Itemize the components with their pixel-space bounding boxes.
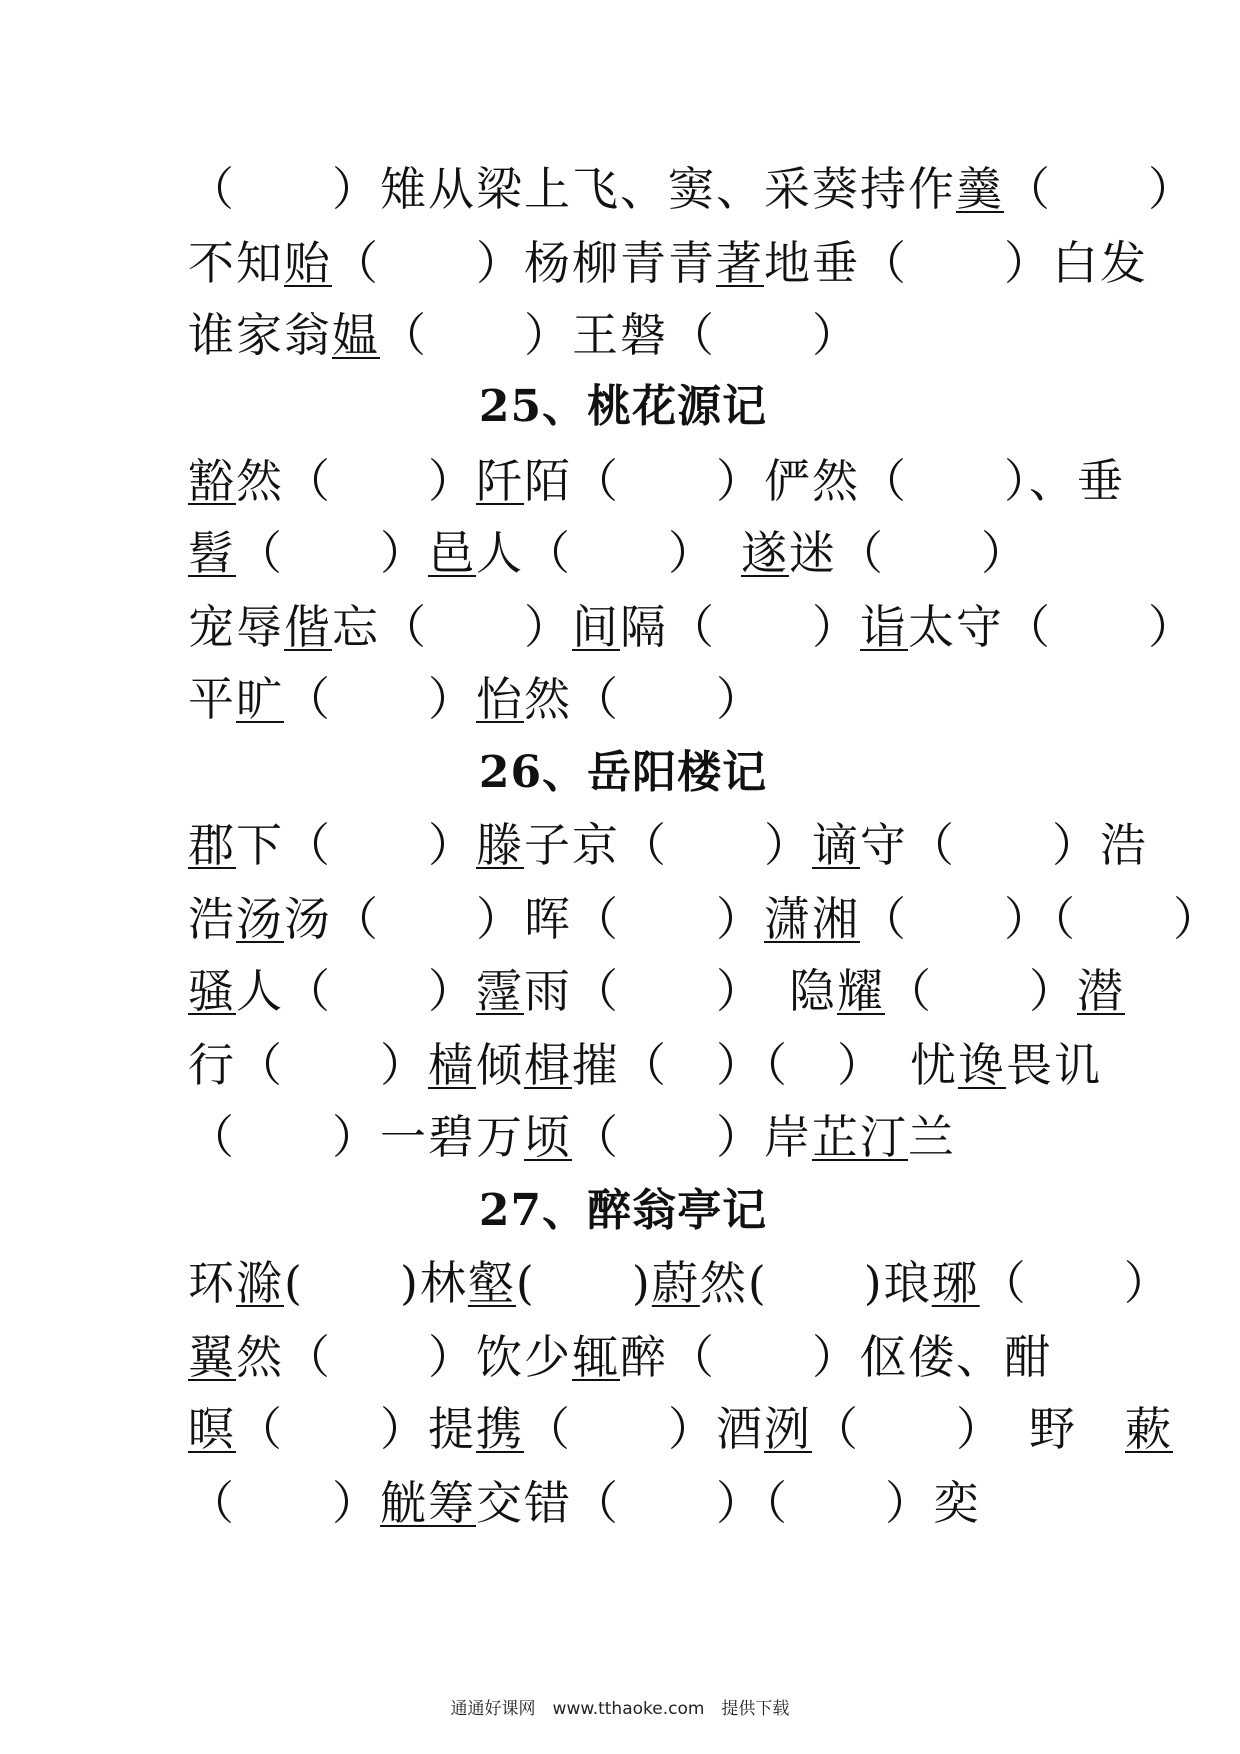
text-segment: （ ）提	[236, 1402, 476, 1456]
text-line	[188, 1472, 1058, 1534]
text-segment: （ ）雉从梁上飞、窦、采葵持作	[188, 162, 956, 216]
text-segment: 醉（ ）伛偻、酣	[620, 1330, 1052, 1384]
text-line	[188, 158, 1196, 220]
underlined-char: 蔌	[1125, 1402, 1173, 1456]
text-line	[188, 450, 1125, 512]
underlined-char: 芷汀	[812, 1110, 908, 1164]
text-segment: 守（ ）浩	[860, 818, 1148, 872]
text-segment: 交错（ ）（ ）奕	[476, 1476, 981, 1530]
text-segment: （ ）	[236, 526, 428, 580]
underlined-char: 辄	[572, 1330, 620, 1384]
text-line	[188, 1252, 1172, 1314]
underlined-char: 谗	[958, 1038, 1006, 1092]
underlined-char: 觥筹	[380, 1476, 476, 1530]
text-line	[188, 304, 1058, 366]
underlined-char: 汤	[236, 892, 284, 946]
text-segment: 26、岳阳楼记	[478, 747, 768, 798]
text-segment: （ ）王磐（ ）	[380, 308, 860, 362]
underlined-char: 阡	[476, 454, 524, 508]
text-line	[188, 1398, 1173, 1460]
text-segment: 汤（ ）晖（ ）	[284, 892, 764, 946]
text-segment: 不知	[188, 236, 284, 290]
underlined-char: 邑	[428, 526, 476, 580]
underlined-char: 郡	[188, 818, 236, 872]
underlined-char: 顷	[524, 1110, 572, 1164]
underlined-char: 诣	[860, 600, 908, 654]
text-segment: 然（ ）饮少	[236, 1330, 572, 1384]
text-segment: 人（ ）	[476, 526, 741, 580]
text-segment: 陌（ ）俨然（ ）、垂	[524, 454, 1125, 508]
underlined-char: 蔚	[651, 1256, 700, 1310]
underlined-char: 携	[476, 1402, 524, 1456]
underlined-char: 壑	[467, 1256, 516, 1310]
text-segment: 畏讥	[1006, 1038, 1102, 1092]
text-line	[188, 960, 1125, 1022]
text-segment: （ ） 野	[812, 1402, 1125, 1456]
section-heading	[188, 742, 1058, 804]
text-segment: 宠辱	[188, 600, 284, 654]
underlined-char: 偕	[284, 600, 332, 654]
text-segment: 然（ ）	[524, 672, 764, 726]
underlined-char: 潇湘	[764, 892, 860, 946]
text-segment: （ ）杨柳青青	[332, 236, 716, 290]
underlined-char: 旷	[236, 672, 284, 726]
text-line	[188, 888, 1221, 950]
page-footer: 通通好课网 www.tthaoke.com 提供下载	[450, 1699, 790, 1719]
text-line	[188, 668, 1058, 730]
text-segment: 地垂（ ）白发	[764, 236, 1148, 290]
text-segment: 然( )琅	[699, 1256, 932, 1310]
text-segment: 谁家翁	[188, 308, 332, 362]
text-segment: 太守（ ）	[908, 600, 1196, 654]
text-segment: 忘（ ）	[332, 600, 572, 654]
underlined-char: 遂	[741, 526, 789, 580]
text-segment: 平	[188, 672, 236, 726]
text-segment: （ ）一碧万	[188, 1110, 524, 1164]
underlined-char: 滁	[236, 1256, 284, 1310]
underlined-char: 谪	[812, 818, 860, 872]
text-line	[188, 596, 1196, 658]
underlined-char: 琊	[931, 1256, 980, 1310]
underlined-char: 媪	[332, 308, 380, 362]
text-segment: 兰	[908, 1110, 956, 1164]
text-segment: 迷（ ）	[789, 526, 1029, 580]
text-segment: （ ）	[885, 964, 1077, 1018]
text-segment: 雨（ ） 隐	[524, 964, 837, 1018]
underlined-char: 楫	[524, 1038, 572, 1092]
underlined-char: 耀	[837, 964, 885, 1018]
underlined-char: 暝	[188, 1402, 236, 1456]
section-heading	[188, 376, 1058, 438]
text-segment: 下（ ）	[236, 818, 476, 872]
text-line	[188, 1326, 1058, 1388]
underlined-char: 豁	[188, 454, 236, 508]
text-segment: （ ）	[979, 1256, 1172, 1310]
text-segment: （ ）酒	[524, 1402, 764, 1456]
text-segment: ( )林	[284, 1256, 468, 1310]
text-line	[188, 1034, 1102, 1096]
underlined-char: 贻	[284, 236, 332, 290]
text-segment: 27、醉翁亭记	[478, 1185, 768, 1236]
underlined-char: 羹	[956, 162, 1004, 216]
text-line	[188, 814, 1148, 876]
text-segment: 人（ ）	[236, 964, 476, 1018]
underlined-char: 霪	[476, 964, 524, 1018]
text-segment: 摧（ ）（ ） 忧	[572, 1038, 958, 1092]
text-line	[188, 522, 1058, 584]
text-segment: 环	[188, 1256, 236, 1310]
text-line	[188, 232, 1148, 294]
text-segment: 子京（ ）	[524, 818, 812, 872]
text-segment: 倾	[476, 1038, 524, 1092]
text-segment: 然（ ）	[236, 454, 476, 508]
underlined-char: 著	[716, 236, 764, 290]
underlined-char: 翼	[188, 1330, 236, 1384]
text-segment: （ ）	[1004, 162, 1196, 216]
underlined-char: 樯	[428, 1038, 476, 1092]
text-segment: ( )	[515, 1256, 652, 1310]
underlined-char: 骚	[188, 964, 236, 1018]
text-segment: （ ）	[188, 1476, 380, 1530]
text-segment: （ ）	[284, 672, 476, 726]
text-segment: 浩	[188, 892, 236, 946]
text-line	[188, 1106, 1058, 1168]
underlined-char: 间	[572, 600, 620, 654]
underlined-char: 洌	[764, 1402, 812, 1456]
underlined-char: 滕	[476, 818, 524, 872]
text-segment: 行（ ）	[188, 1038, 428, 1092]
text-segment: 隔（ ）	[620, 600, 860, 654]
underlined-char: 怡	[476, 672, 524, 726]
text-segment: （ ）（ ）	[860, 892, 1221, 946]
section-heading	[188, 1180, 1058, 1242]
text-segment: 25、桃花源记	[478, 381, 768, 432]
text-segment: （ ）岸	[572, 1110, 812, 1164]
underlined-char: 髫	[188, 526, 236, 580]
underlined-char: 潜	[1077, 964, 1125, 1018]
